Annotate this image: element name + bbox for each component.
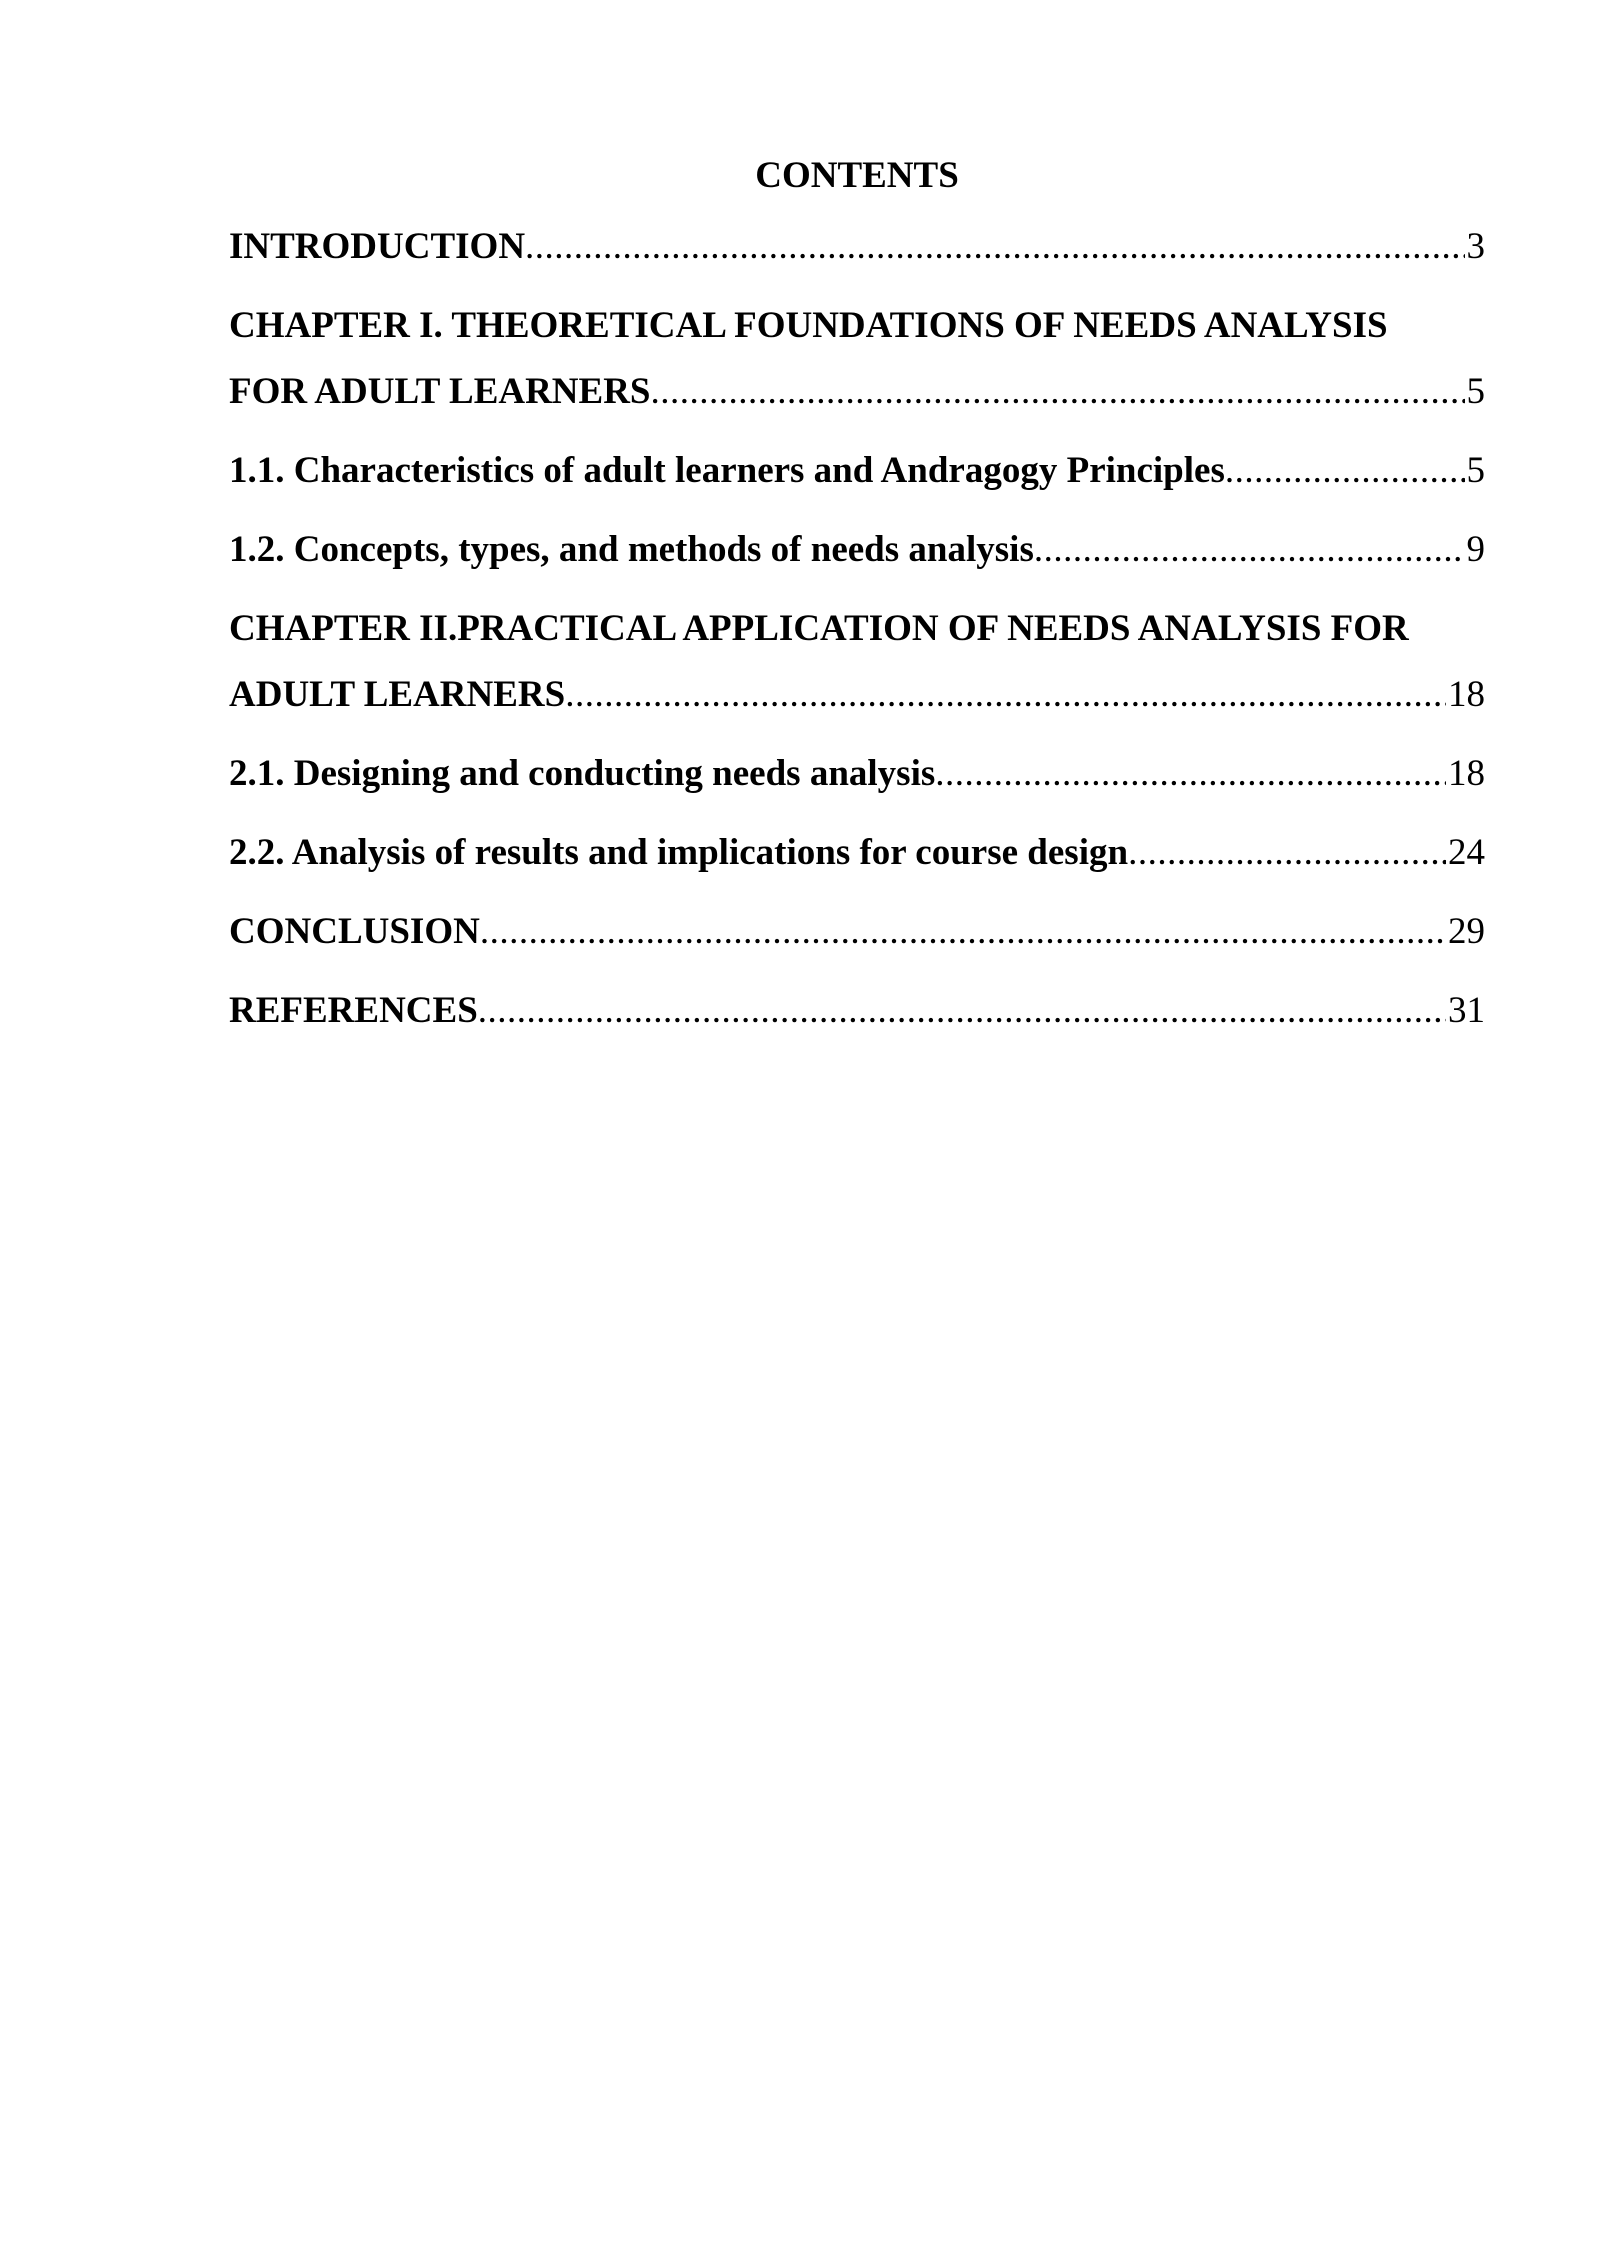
toc-page-number: 18 — [1448, 674, 1485, 715]
toc-entry-references[interactable] — [229, 978, 1485, 1044]
toc-page-number: 3 — [1466, 226, 1485, 267]
toc-entry-conclusion[interactable] — [229, 899, 1485, 965]
toc-entry-label: INTRODUCTION — [229, 226, 526, 267]
toc-entry-section-1-2[interactable] — [229, 517, 1485, 583]
toc-entry-label: CONCLUSION — [229, 911, 480, 952]
toc-entry-section-2-1[interactable] — [229, 741, 1485, 807]
dot-leader — [478, 978, 1446, 1044]
page-title: CONTENTS — [755, 155, 959, 196]
toc-page-number: 31 — [1448, 990, 1485, 1031]
toc-entry-label: FOR ADULT LEARNERS — [229, 371, 651, 412]
toc-entry-label: 1.2. Concepts, types, and methods of needs analysis — [229, 529, 1034, 570]
toc-page-number: 9 — [1466, 529, 1485, 570]
dot-leader — [935, 741, 1446, 807]
toc-entry-chapter-2[interactable] — [229, 596, 1485, 728]
dot-leader — [1128, 820, 1446, 886]
dot-leader — [1225, 438, 1465, 504]
toc-entry-label-line1: CHAPTER II.PRACTICAL APPLICATION OF NEEDS ANALYSIS FOR — [229, 608, 1409, 649]
dot-leader — [480, 899, 1446, 965]
dot-leader — [1034, 517, 1465, 583]
toc-entry-label-line1: CHAPTER I. THEORETICAL FOUNDATIONS OF NEEDS ANALYSIS — [229, 305, 1388, 346]
dot-leader — [651, 359, 1465, 425]
toc-entry-section-2-2[interactable] — [229, 820, 1485, 886]
toc-entry-introduction[interactable] — [229, 214, 1485, 280]
dot-leader — [525, 214, 1464, 280]
toc-entry-chapter-1[interactable] — [229, 293, 1485, 425]
toc-entry-section-1-1[interactable] — [229, 438, 1485, 504]
table-of-contents — [229, 214, 1485, 1057]
toc-entry-label: 1.1. Characteristics of adult learners and Andragogy Principles — [229, 450, 1225, 491]
toc-entry-label: 2.1. Designing and conducting needs analysis — [229, 753, 936, 794]
dot-leader — [565, 662, 1446, 728]
toc-page-number: 5 — [1466, 371, 1485, 412]
toc-entry-label: 2.2. Analysis of results and implications for course design — [229, 832, 1129, 873]
toc-entry-label: REFERENCES — [229, 990, 478, 1031]
toc-entry-label: ADULT LEARNERS — [229, 674, 566, 715]
toc-page-number: 18 — [1448, 753, 1485, 794]
toc-page-number: 29 — [1448, 911, 1485, 952]
toc-page-number: 24 — [1448, 832, 1485, 873]
toc-page-number: 5 — [1466, 450, 1485, 491]
